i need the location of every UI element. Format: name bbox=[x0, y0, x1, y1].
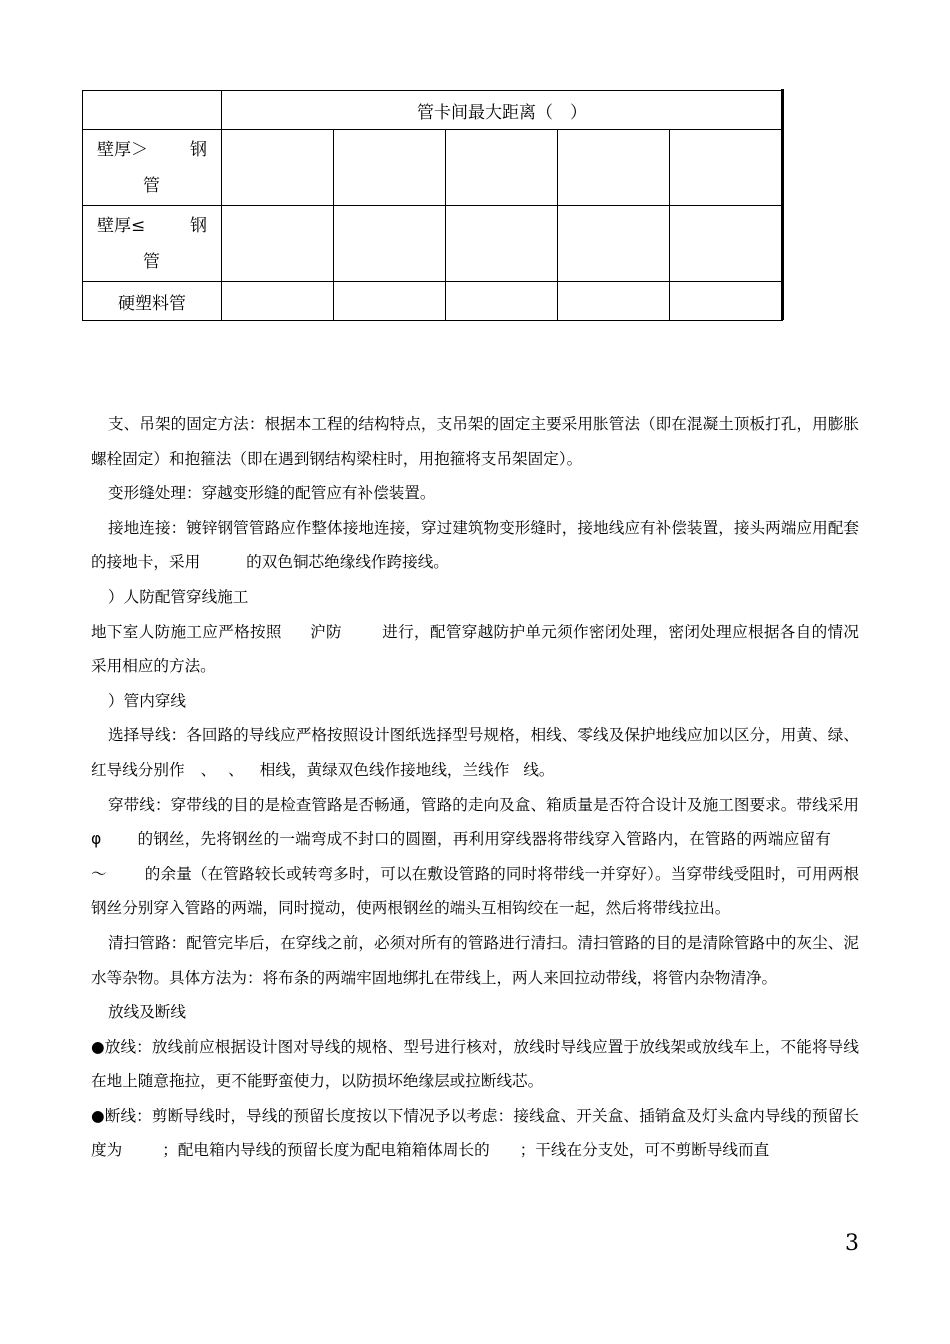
paragraph-support-fixing: 支、吊架的固定方法：根据本工程的结构特点，支吊架的固定主要采用胀管法（即在混凝土顶板打孔，用膨胀螺栓固定）和抱箍法（即在遇到钢结构梁柱时，用抱箍将支吊架固定）。 bbox=[91, 415, 859, 468]
table-row bbox=[83, 206, 783, 282]
paragraph-cut-wire bbox=[91, 1099, 859, 1168]
text-span: 沪防 bbox=[309, 622, 342, 641]
table-cell bbox=[334, 206, 446, 282]
text-span: ；干线在分支处，可不剪断导线而直 bbox=[519, 1141, 770, 1160]
row-label-thin-steel bbox=[83, 206, 222, 282]
table-cell bbox=[334, 282, 446, 321]
phi-symbol: φ bbox=[91, 830, 102, 849]
table-cell bbox=[222, 206, 334, 282]
pipe-clamp-distance-table bbox=[82, 90, 783, 321]
text-span: ●断线：剪断导线时，导线的预留长度按以下情况予以考虑：接线盒、开关盒、插销盒及灯头盒内导线的预留长度为 bbox=[91, 1106, 859, 1160]
text-span: 、 bbox=[228, 760, 244, 779]
row-label-thick-steel bbox=[83, 130, 222, 206]
table-cell bbox=[446, 282, 558, 321]
table-header-row bbox=[83, 91, 783, 130]
text-span: 选择导线：各回路的导线应严格按照设计图纸选择型号规格，相线、零线及保护地线应加以区分，用黄、绿、红导线分别作 bbox=[91, 726, 859, 779]
row-label-part: 钢 bbox=[190, 215, 207, 236]
heading-pay-off-and-cut: 放线及断线 bbox=[108, 1003, 186, 1022]
table-cell bbox=[558, 206, 670, 282]
table-cell bbox=[446, 206, 558, 282]
heading-wire-threading: ）管内穿线 bbox=[108, 691, 186, 710]
text-span: 相线，黄绿双色线作接地线，兰线作 bbox=[259, 760, 510, 779]
row-label-part: 壁厚＞ bbox=[97, 139, 148, 160]
table-row bbox=[83, 282, 783, 321]
table-header-cell: 管卡间最大距离（ ） bbox=[222, 91, 783, 130]
row-label-hard-plastic: 硬塑料管 bbox=[83, 282, 222, 321]
table-cell bbox=[558, 282, 670, 321]
row-label-part: 管 bbox=[143, 175, 160, 196]
table-cell bbox=[446, 130, 558, 206]
table-cell bbox=[670, 282, 783, 321]
text-span: 的钢丝，先将钢丝的一端弯成不封口的圆圈，再利用穿线器将带线穿入管路内，在管路的两端应留有 bbox=[137, 830, 831, 849]
row-label-part: 管 bbox=[143, 251, 160, 272]
text-span: ；配电箱内导线的预留长度为配电箱箱体周长的 bbox=[162, 1141, 490, 1160]
row-label-part: 壁厚≤ bbox=[97, 215, 146, 236]
heading-civil-defense: ）人防配管穿线施工 bbox=[108, 587, 249, 606]
text-span: 的余量（在管路较长或转弯多时，可以在敷设管路的同时将带线一并穿好）。当穿带线受阻时，可用两根钢丝分别穿入管路的两端，同时搅动，使两根钢丝的端头互相钩绞在一起，然后将带线拉出。 bbox=[91, 864, 859, 918]
body-text bbox=[91, 407, 859, 1168]
table-row bbox=[83, 130, 783, 206]
paragraph-civil-defense bbox=[91, 615, 859, 684]
paragraph-clean-pipes: 清扫管路：配管完毕后，在穿线之前，必须对所有的管路进行清扫。清扫管路的目的是清除管路中的灰尘、泥水等杂物。具体方法为：将布条的两端牢固地绑扎在带线上，两人来回拉动带线，将管内杂物清净。 bbox=[91, 933, 859, 987]
table-cell bbox=[222, 130, 334, 206]
text-span: 接地连接：镀锌钢管管路应作整体接地连接，穿过建筑物变形缝时，接地线应有补偿装置，接头两端应用配套的接地卡，采用 bbox=[91, 518, 859, 572]
paragraph-select-wire bbox=[91, 718, 859, 787]
paragraph-grounding bbox=[91, 511, 859, 580]
text-span: 进行，配管穿越防护单元须作密闭处理，密闭处理应根据各自的情况采用相应的方法。 bbox=[91, 622, 859, 676]
tilde-symbol: ～ bbox=[91, 864, 107, 883]
page-number: 3 bbox=[845, 1231, 859, 1256]
table-cell bbox=[558, 130, 670, 206]
table-cell bbox=[670, 130, 783, 206]
text-span: 地下室人防施工应严格按照 bbox=[91, 622, 282, 641]
paragraph-pay-off: ●放线：放线前应根据设计图对导线的规格、型号进行核对，放线时导线应置于放线架或放线车上，不能将导线在地上随意拖拉，更不能野蛮使力，以防损坏绝缘层或拉断线芯。 bbox=[91, 1037, 859, 1091]
paragraph-lead-wire bbox=[91, 788, 859, 926]
table-cell bbox=[334, 130, 446, 206]
table-cell bbox=[670, 206, 783, 282]
text-span: 的双色铜芯绝缘线作跨接线。 bbox=[246, 553, 449, 572]
row-label-part: 钢 bbox=[190, 139, 207, 160]
text-span: 穿带线：穿带线的目的是检查管路是否畅通，管路的走向及盒、箱质量是否符合设计及施工图要求。带线采用 bbox=[108, 795, 859, 814]
paragraph-expansion-joint: 变形缝处理：穿越变形缝的配管应有补偿装置。 bbox=[108, 484, 436, 503]
table-cell bbox=[222, 282, 334, 321]
table-corner-cell bbox=[83, 91, 222, 130]
text-span: 线。 bbox=[523, 760, 555, 779]
table-right-border bbox=[781, 89, 784, 320]
text-span: 、 bbox=[200, 760, 217, 779]
